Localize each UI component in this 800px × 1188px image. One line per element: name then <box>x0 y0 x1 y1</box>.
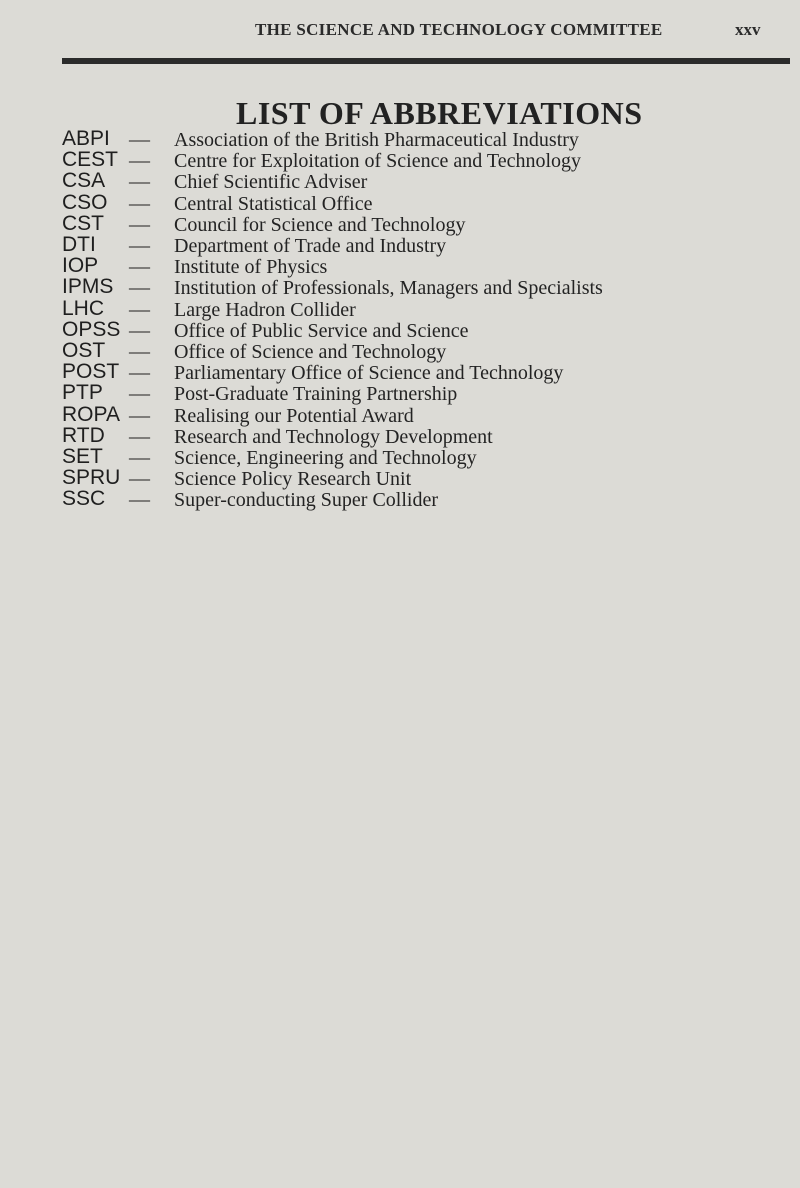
abbreviation-definition: Office of Public Service and Science <box>174 319 469 342</box>
abbreviation-code: LHC <box>62 296 105 320</box>
list-item <box>0 148 800 173</box>
list-item <box>0 360 800 385</box>
abbreviation-code: ROPA <box>62 402 120 426</box>
abbreviation-code: SSC <box>62 487 106 511</box>
abbreviation-definition: Institute of Physics <box>174 256 328 279</box>
list-item <box>0 128 800 149</box>
separator-dash: — <box>129 445 150 469</box>
abbreviation-definition: Super-conducting Super Collider <box>174 489 438 512</box>
list-item <box>0 466 800 491</box>
abbreviation-code: OST <box>62 339 106 362</box>
separator-dash: — <box>129 339 150 363</box>
abbreviation-definition: Council for Science and Technology <box>174 213 466 236</box>
list-item <box>0 298 800 319</box>
abbreviation-code: IOP <box>62 254 99 278</box>
abbreviation-definition: Parliamentary Office of Science and Technology <box>174 362 564 385</box>
abbreviation-code: CST <box>62 211 104 235</box>
separator-dash: — <box>129 169 150 194</box>
list-item <box>0 446 800 467</box>
separator-dash: — <box>129 254 150 279</box>
abbreviation-definition: Centre for Exploitation of Science and Technology <box>174 150 582 173</box>
abbreviation-definition: Post-Graduate Training Partnership <box>174 383 458 406</box>
abbreviation-code: RTD <box>62 423 105 447</box>
abbreviation-code: CSO <box>62 190 108 214</box>
separator-dash: — <box>129 317 150 342</box>
abbreviation-definition: Central Statistical Office <box>174 192 373 215</box>
separator-dash: — <box>129 381 150 406</box>
abbreviation-code: CEST <box>62 148 119 172</box>
list-item <box>0 404 800 425</box>
list-item <box>0 425 800 446</box>
separator-dash: — <box>129 466 150 491</box>
separator-dash: — <box>129 190 150 215</box>
abbreviation-definition: Science, Engineering and Technology <box>174 447 477 469</box>
list-item <box>0 275 800 300</box>
list-item <box>0 234 800 255</box>
separator-dash: — <box>129 211 150 236</box>
list-item <box>0 381 800 406</box>
abbreviation-definition: Office of Science and Technology <box>174 341 447 363</box>
list-item <box>0 487 800 512</box>
abbreviation-definition: Institution of Professionals, Managers and Specialists <box>174 277 603 300</box>
running-title: THE SCIENCE AND TECHNOLOGY COMMITTEE <box>255 20 663 39</box>
separator-dash: — <box>129 423 150 448</box>
separator-dash: — <box>129 296 150 321</box>
running-header <box>0 20 800 50</box>
abbreviation-code: DTI <box>62 233 96 256</box>
abbreviation-code: ABPI <box>62 127 110 150</box>
abbreviation-code: POST <box>62 360 120 384</box>
list-item <box>0 213 800 234</box>
abbreviation-definition: Realising our Potential Award <box>174 404 414 427</box>
header-rule <box>62 58 790 64</box>
abbreviation-definition: Chief Scientific Adviser <box>174 171 368 194</box>
abbreviation-code: SPRU <box>62 466 121 490</box>
page-number: xxv <box>735 20 761 39</box>
list-item <box>0 169 800 194</box>
separator-dash: — <box>129 127 150 151</box>
separator-dash: — <box>129 402 150 427</box>
separator-dash: — <box>129 360 150 385</box>
abbreviation-code: SET <box>62 445 103 468</box>
page-title: LIST OF ABBREVIATIONS <box>236 95 643 132</box>
separator-dash: — <box>129 275 150 300</box>
separator-dash: — <box>129 148 150 173</box>
separator-dash: — <box>129 487 150 512</box>
abbreviation-code: IPMS <box>62 275 114 299</box>
list-item <box>0 319 800 340</box>
list-item <box>0 340 800 361</box>
separator-dash: — <box>129 233 150 257</box>
abbreviation-definition: Association of the British Pharmaceutical Industry <box>174 129 579 151</box>
abbreviation-definition: Department of Trade and Industry <box>174 235 447 257</box>
abbreviation-definition: Research and Technology Development <box>174 425 493 448</box>
abbreviation-definition: Science Policy Research Unit <box>174 468 412 491</box>
list-item <box>0 192 800 213</box>
abbreviation-definition: Large Hadron Collider <box>174 298 356 321</box>
list-item <box>0 254 800 279</box>
abbreviation-code: PTP <box>62 381 103 405</box>
abbreviation-code: OPSS <box>62 317 121 341</box>
abbreviation-code: CSA <box>62 169 106 193</box>
